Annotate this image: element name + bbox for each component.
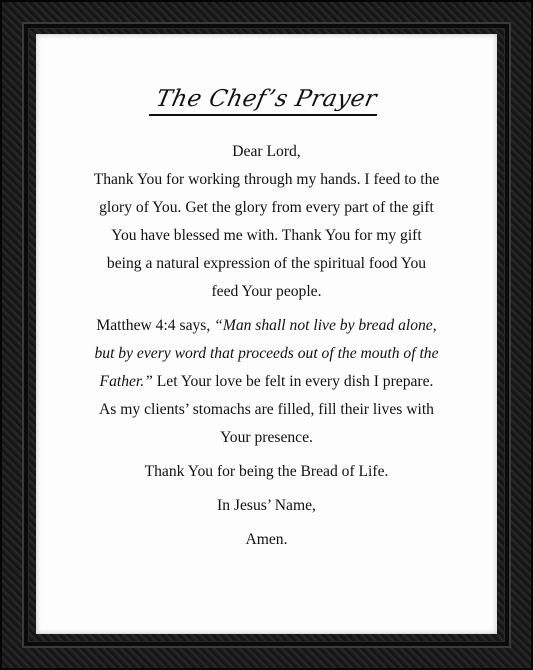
paragraph-1-line-1: Thank You for working through my hands. I feed to the xyxy=(93,171,440,188)
paragraph-2-line-1 xyxy=(82,312,451,340)
prayer-sheet xyxy=(36,34,497,634)
paragraph-2-line-3 xyxy=(82,368,451,396)
scripture-quote-start: “Man shall not live by bread alone, xyxy=(214,317,437,334)
paragraph-2-line-5: Your presence. xyxy=(220,429,313,446)
paragraph-1-line-2: glory of You. Get the glory from every part of the gift xyxy=(99,199,434,216)
paragraph-2-line-3-text: Let Your love be felt in every dish I prepare. xyxy=(152,373,434,390)
paragraph-1-line-4: being a natural expression of the spiritual food You xyxy=(106,255,427,272)
paragraph-1-line-5: feed Your people. xyxy=(211,283,322,300)
prayer-body xyxy=(82,138,451,554)
sign-off: In Jesus’ Name, xyxy=(217,497,316,514)
closing-line: Thank You for being the Bread of Life. xyxy=(144,463,389,480)
paragraph-2-line-2: but by every word that proceeds out of the mouth of the xyxy=(94,345,439,362)
amen: Amen. xyxy=(245,531,288,548)
title-container xyxy=(36,86,497,116)
scripture-reference: Matthew 4:4 says, xyxy=(96,317,215,334)
paragraph-2-line-4: As my clients’ stomachs are filled, fill their lives with xyxy=(99,401,434,418)
paragraph-1-line-3: You have blessed me with. Thank You for my gift xyxy=(111,227,422,244)
salutation: Dear Lord, xyxy=(232,143,301,160)
scripture-quote-end: Father.” xyxy=(99,373,153,390)
prayer-title: The Chef’s Prayer xyxy=(149,86,383,116)
